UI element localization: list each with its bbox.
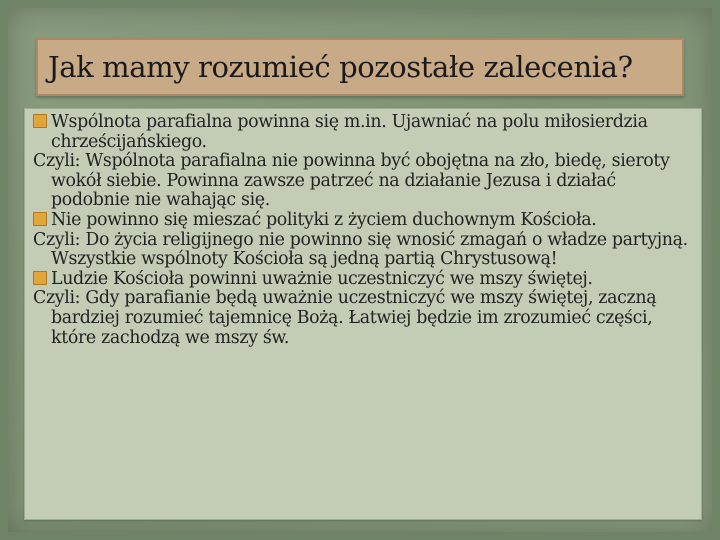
paragraph-text: Czyli: Wspólnota parafialna nie powinna być obojętna na zło, biedę, sieroty wokół siebie. Powinna zawsze patrzeć na działanie Jezusa i działać podobnie nie wahając się. [33,151,670,211]
square-bullet-icon [33,271,47,285]
slide-title: Jak mamy rozumieć pozostałe zalecenia? [48,50,633,84]
paragraph-text: Nie powinno się mieszać polityki z życiem duchownym Kościoła. [51,209,597,230]
paragraph-explanation-3 [33,289,695,348]
content-text [33,113,695,348]
square-bullet-icon [33,212,47,226]
paragraph-bullet-3 [33,270,695,290]
paragraph-text: Czyli: Gdy parafianie będą uważnie uczestniczyć we mszy świętej, zaczną bardziej rozumieć tajemnicę Bożą. Łatwiej będzie im zrozumieć części, które zachodzą we mszy św. [33,288,657,348]
title-box [36,38,684,96]
paragraph-explanation-2 [33,231,695,270]
paragraph-text: Wspólnota parafialna powinna się m.in. Ujawniać na polu miłosierdzia chrześcijańskiego. [51,112,648,152]
paragraph-explanation-1 [33,152,695,211]
paragraph-bullet-2 [33,211,695,231]
square-bullet-icon [33,114,47,128]
paragraph-text: Ludzie Kościoła powinni uważnie uczestniczyć we mszy świętej. [51,268,593,289]
paragraph-bullet-1 [33,113,695,152]
content-box [24,108,702,520]
paragraph-text: Czyli: Do życia religijnego nie powinno się wnosić zmagań o władze partyjną. Wszystkie wspólnoty Kościoła są jedną partią Chrystusową! [33,229,688,270]
